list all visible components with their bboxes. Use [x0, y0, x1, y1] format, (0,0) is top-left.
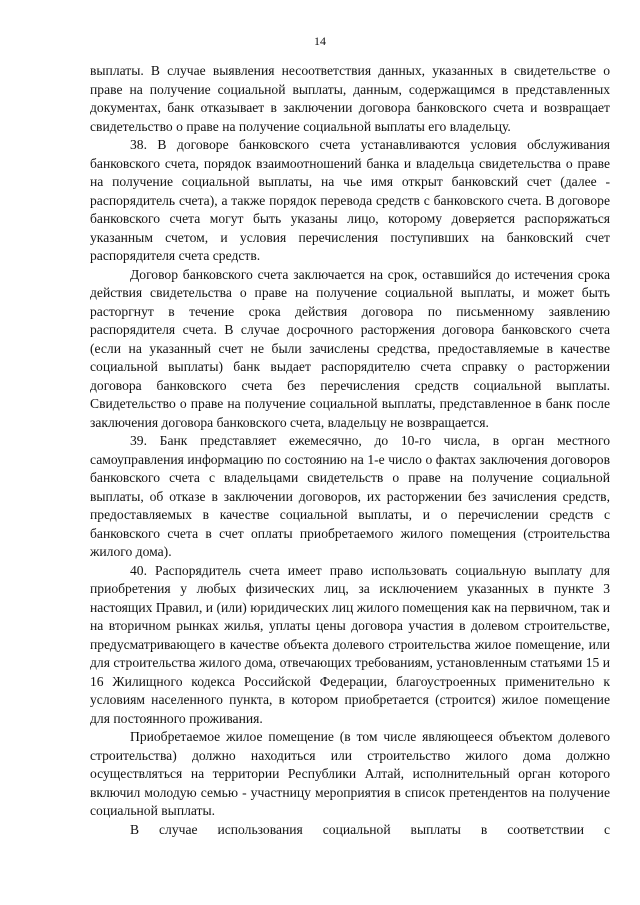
- document-body: [90, 62, 610, 839]
- page-number: 14: [314, 34, 326, 48]
- paragraph-housing-location: Приобретаемое жилое помещение (в том числе являющееся объектом долевого строительства) должно находиться или строительство жилого дома должно осуществляться на территории Республики Алтай, исполнительный орган которого включил молодую семью - участницу мероприятия в список претендентов на получение социальной выплаты.: [90, 729, 610, 818]
- paragraph-account-agreement-term: Договор банковского счета заключается на срок, оставшийся до истечения срока действия свидетельства о праве на получение социальной выплаты, и может быть расторгнут в течение срока действия договора по письменному заявлению распорядителя счета. В случае досрочного расторжения договора банковского счета (если на указанный счет не были зачислены средства, предоставляемые в качестве социальной выплаты) банк выдает распорядителю счета справку о расторжении договора банковского счета без перечисления средств социальной выплаты. Свидетельство о праве на получение социальной выплаты, представленное в банк после заключения договора банковского счета, владельцу не возвращается.: [90, 266, 610, 430]
- paragraph-continuation: выплаты. В случае выявления несоответствия данных, указанных в свидетельстве о праве на получение социальной выплаты, данным, содержащимся в представленных документах, банк отказывает в заключении договора банковского счета и возвращает свидетельство о праве на получение социальной выплаты его владельцу.: [90, 63, 610, 134]
- paragraph-item-38: 38. В договоре банковского счета устанавливаются условия обслуживания банковского счета, порядок взаимоотношений банка и владельца свидетельства о праве на получение социальной выплаты, на чье имя открыт банковский счет (далее - распорядитель счета), а также порядок перевода средств с банковского счета. В договоре банковского счета могут быть указаны лицо, которому доверяется распоряжаться указанным счетом, и условия перечисления поступивших на банковский счет распорядителя счета средств.: [90, 137, 610, 263]
- paragraph-item-39: 39. Банк представляет ежемесячно, до 10-го числа, в орган местного самоуправления информацию по состоянию на 1-е число о фактах заключения договоров банковского счета с владельцами свидетельств о праве на получение социальной выплаты, об отказе в заключении договоров, их расторжении без зачисления средств, предоставляемых в качестве социальной выплаты, и о перечислении средств с банковского счета в счет оплаты приобретаемого жилого помещения (строительства жилого дома).: [90, 433, 610, 559]
- paragraph-trailing-line: В случае использования социальной выплаты в соответствии с: [130, 821, 610, 837]
- paragraph-item-40: 40. Распорядитель счета имеет право использовать социальную выплату для приобретения у любых физических лиц, за исключением указанных в пункте 3 настоящих Правил, и (или) юридических лиц жилого помещения как на первичном, так и на вторичном рынках жилья, уплаты цены договора участия в долевом строительстве, предусматривающего в качестве объекта долевого строительства жилое помещение, или для строительства жилого дома, отвечающих требованиям, установленным статьями 15 и 16 Жилищного кодекса Российской Федерации, благоустроенных применительно к условиям населенного пункта, в котором приобретается (строится) жилое помещение для постоянного проживания.: [90, 562, 610, 726]
